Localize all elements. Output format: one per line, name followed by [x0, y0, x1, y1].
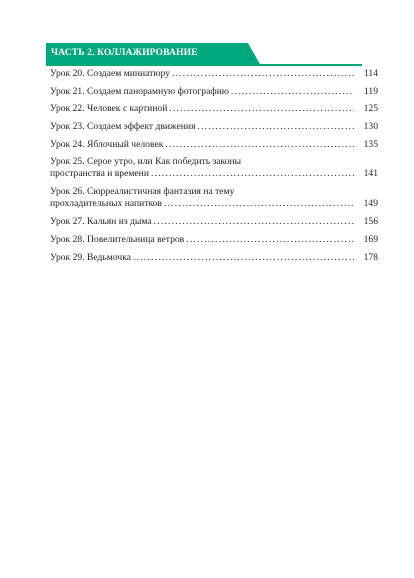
- part-title: ЧАСТЬ 2. КОЛЛАЖИРОВАНИЕ: [51, 47, 198, 58]
- entry-page-number: 119: [363, 85, 378, 97]
- dot-leader: [164, 198, 354, 210]
- entry-title-line1: Урок 25. Серое утро, или Как победить законы: [50, 156, 242, 168]
- toc-entry[interactable]: [50, 103, 378, 115]
- entry-page-number: 149: [363, 197, 378, 209]
- entry-title-line1: Урок 26. Сюрреалистичная фантазия на тему: [50, 186, 235, 198]
- toc-entry[interactable]: [50, 186, 378, 209]
- toc-entry[interactable]: [50, 139, 378, 151]
- dot-leader: [154, 216, 354, 228]
- entry-title-line2: прохладительных напитков: [50, 197, 162, 209]
- toc-entry[interactable]: [50, 252, 378, 264]
- dot-leader: [169, 103, 354, 115]
- entry-page-number: 135: [363, 138, 378, 150]
- entry-page-number: 169: [363, 234, 378, 246]
- dot-leader: [165, 139, 354, 151]
- entry-page-number: 130: [363, 121, 378, 133]
- toc-entry[interactable]: [50, 156, 378, 179]
- part-header: [46, 43, 260, 64]
- entry-page-number: 141: [363, 167, 378, 179]
- dot-leader: [231, 86, 354, 98]
- toc-entry[interactable]: [50, 234, 378, 246]
- entry-title: Урок 23. Создаем эффект движения: [50, 121, 196, 133]
- toc-entry[interactable]: [50, 68, 378, 80]
- toc-entry[interactable]: [50, 121, 378, 133]
- entry-page-number: 156: [363, 216, 378, 228]
- dot-leader: [172, 68, 354, 80]
- entry-title: Урок 24. Яблочный человек: [50, 138, 164, 150]
- entry-title: Урок 28. Повелительница ветров: [50, 234, 185, 246]
- entry-page-number: 114: [363, 68, 378, 79]
- entry-page-number: 178: [363, 251, 378, 263]
- dot-leader: [151, 168, 354, 180]
- entry-page-number: 125: [363, 103, 378, 115]
- entry-title: Урок 29. Ведьмочка: [50, 251, 131, 263]
- toc-list: [50, 68, 378, 270]
- header-rule: [46, 64, 362, 66]
- toc-entry[interactable]: [50, 86, 378, 98]
- entry-title: Урок 21. Создаем панорамную фотографию: [50, 85, 229, 97]
- dot-leader: [133, 252, 354, 264]
- entry-title: Урок 20. Создаем миниатюру: [50, 68, 170, 79]
- dot-leader: [197, 121, 354, 133]
- entry-title: Урок 27. Кальян из дыма: [50, 216, 152, 228]
- entry-title: Урок 22. Человек с картиной: [50, 103, 168, 115]
- toc-entry[interactable]: [50, 216, 378, 228]
- dot-leader: [186, 234, 354, 246]
- entry-title-line2: пространства и времени: [50, 167, 149, 179]
